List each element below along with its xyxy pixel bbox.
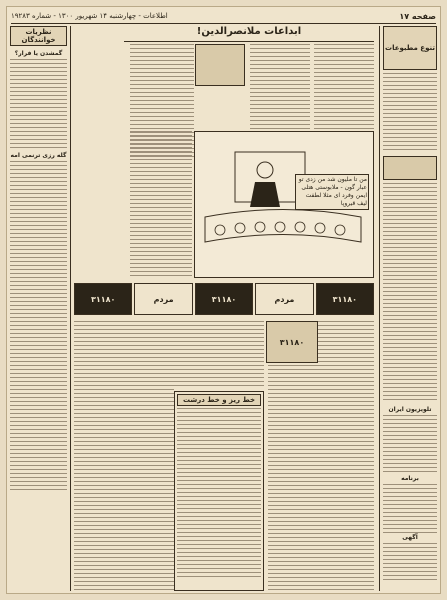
logo-icon (195, 44, 245, 86)
center-title-wrap (124, 26, 374, 40)
text-block (268, 365, 318, 591)
ad-phone: ۳۱۱۸۰ (74, 283, 132, 315)
rule (70, 26, 71, 591)
ad-title: آگهی (402, 534, 418, 541)
cartoon-caption: من تا ملیون شد من زدی تو عبار گون - ملابوستی هتلی ایمن وفرد ای مثلا لطفت لیف قیروپا (295, 174, 369, 210)
program-title: برنامه (401, 475, 419, 482)
newspaper-page (6, 6, 441, 594)
left-subhead-2: گله رزی ترنمی امه (10, 152, 67, 159)
middle-box-title: خط ریز و خط درشت (177, 394, 261, 406)
tv-title: تلویزیون ایران (388, 406, 432, 413)
text-block (174, 321, 264, 387)
text-block (130, 131, 192, 276)
ad-strip (74, 283, 374, 315)
logo-icon (383, 156, 437, 180)
ad-mardom: مردم (255, 283, 313, 315)
left-subhead-1: گمشدن یا فرار؟ (14, 50, 63, 57)
middle-box (174, 391, 264, 591)
dateline: اطلاعات - چهارشنبه ۱۴ شهریور ۱۳۰۰ - شماره ۱۹۲۸۳ (11, 12, 168, 20)
page-header (11, 9, 436, 24)
text-block (74, 321, 174, 591)
right-column (383, 26, 437, 591)
ad-phone: ۳۱۱۸۰ (195, 283, 253, 315)
phone-icon: ۳۱۱۸۰ (266, 321, 318, 363)
left-column (10, 26, 67, 591)
ad-phone: ۳۱۱۸۰ (316, 283, 374, 315)
ad-mardom: مردم (134, 283, 192, 315)
rule (379, 26, 380, 591)
rule (124, 41, 374, 42)
center-title: ابداعات ملانصرالدین! (196, 26, 302, 37)
cartoon-frame (194, 131, 374, 278)
page-number: صفحه ۱۷ (399, 11, 436, 21)
text-block (318, 321, 374, 591)
right-box-title: تنوع مطبوعات (383, 26, 437, 70)
left-box-title: نظریات خوانندگان (10, 26, 67, 46)
